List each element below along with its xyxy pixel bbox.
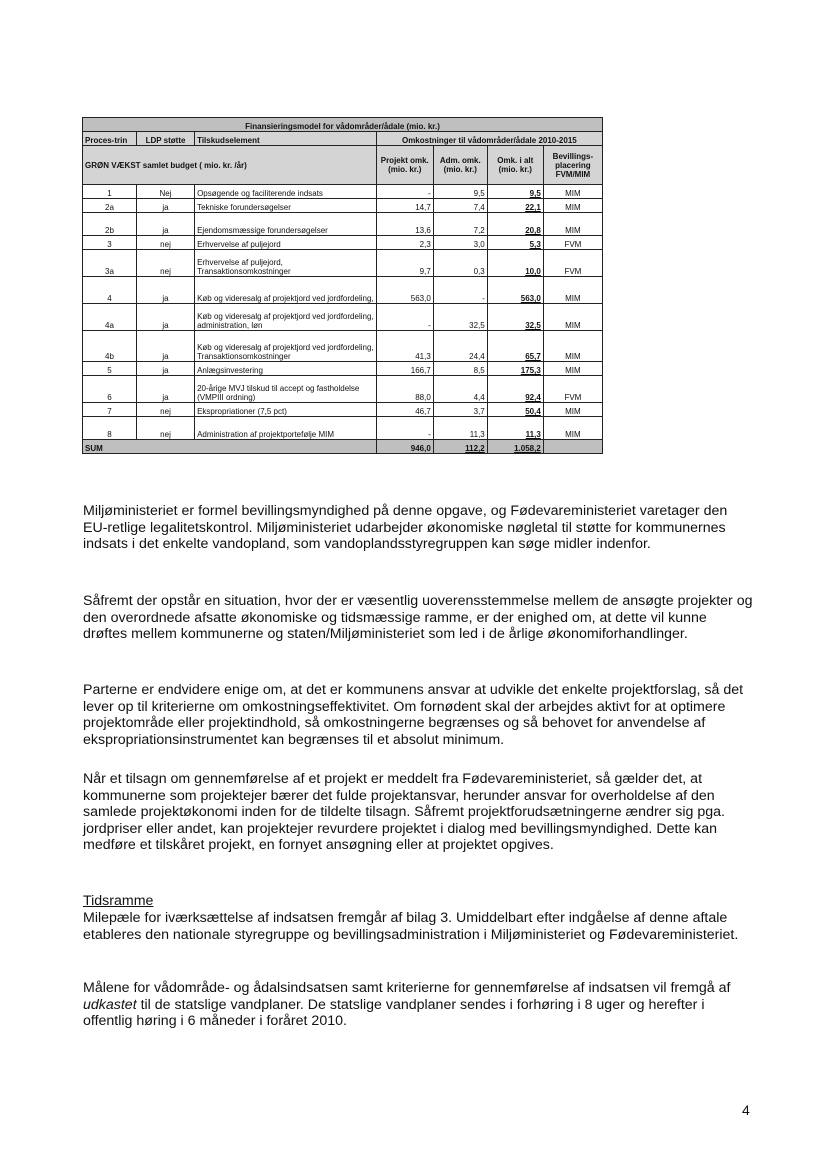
header-adm-omk: Adm. omk. (mio. kr.) bbox=[433, 146, 487, 185]
cell-omk-i-alt: 65,7 bbox=[487, 331, 543, 362]
table-row bbox=[83, 331, 603, 362]
cell-proces-trin: 4 bbox=[83, 277, 137, 304]
cell-bevilling: MIM bbox=[543, 185, 602, 199]
paragraph-6 bbox=[83, 980, 753, 1030]
cell-projekt-omk: 9,7 bbox=[376, 250, 433, 277]
paragraph-6-part-a: Målene for vådområde- og ådalsindsatsen samt kriterierne for gennemførelse af indsatsen vil fremgå af bbox=[83, 980, 731, 996]
cell-element: Erhvervelse af puljejord, Transaktionsomkostninger bbox=[195, 250, 377, 277]
sum-empty-cell bbox=[543, 440, 602, 454]
cell-element: 20-årige MVJ tilskud til accept og fastholdelse (VMPIII ordning) bbox=[195, 376, 377, 403]
table-row bbox=[83, 362, 603, 376]
cell-adm-omk: 7,4 bbox=[433, 199, 487, 213]
cell-bevilling: MIM bbox=[543, 199, 602, 213]
cell-proces-trin: 4a bbox=[83, 304, 137, 331]
cell-projekt-omk: 563,0 bbox=[376, 277, 433, 304]
header-omk-i-alt: Omk. i alt (mio. kr.) bbox=[487, 146, 543, 185]
cell-element: Køb og videresalg af projektjord ved jordfordeling, Transaktionsomkostninger bbox=[195, 331, 377, 362]
cell-projekt-omk: - bbox=[376, 417, 433, 440]
cell-omk-i-alt: 5,3 bbox=[487, 236, 543, 250]
cell-ldp: ja bbox=[136, 304, 194, 331]
sum-omk-i-alt: 1.058,2 bbox=[487, 440, 543, 454]
table-row bbox=[83, 199, 603, 213]
cell-proces-trin: 7 bbox=[83, 403, 137, 417]
cell-omk-i-alt: 9,5 bbox=[487, 185, 543, 199]
cell-element: Køb og videresalg af projektjord ved jordfordeling, administration, løn bbox=[195, 304, 377, 331]
cell-proces-trin: 6 bbox=[83, 376, 137, 403]
cell-ldp: ja bbox=[136, 277, 194, 304]
cell-proces-trin: 3a bbox=[83, 250, 137, 277]
cell-element: Erhvervelse af puljejord bbox=[195, 236, 377, 250]
table-row bbox=[83, 403, 603, 417]
cell-projekt-omk: - bbox=[376, 185, 433, 199]
table-row bbox=[83, 250, 603, 277]
cell-element: Administration af projektportefølje MIM bbox=[195, 417, 377, 440]
header-projekt-omk: Projekt omk. (mio. kr.) bbox=[376, 146, 433, 185]
paragraph-1: Miljøministeriet er formel bevillingsmyndighed på denne opgave, og Fødevareministeriet varetager den EU-retlige legalitetskontrol. Miljøministeriet udarbejder økonomiske nøgletal til støtte for kommunernes indsats i det enkelte vandopland, som vandoplandsstyregruppen kan søge midler indenfor. bbox=[83, 503, 728, 553]
cell-omk-i-alt: 175,3 bbox=[487, 362, 543, 376]
cell-ldp: ja bbox=[136, 199, 194, 213]
table-row bbox=[83, 213, 603, 236]
budget-label: GRØN VÆKST samlet budget ( mio. kr. /år) bbox=[83, 146, 377, 185]
cell-element: Køb og videresalg af projektjord ved jordfordeling, bbox=[195, 277, 377, 304]
cell-projekt-omk: 13,6 bbox=[376, 213, 433, 236]
cell-projekt-omk: 2,3 bbox=[376, 236, 433, 250]
table-row bbox=[83, 236, 603, 250]
cell-omk-i-alt: 22,1 bbox=[487, 199, 543, 213]
cell-projekt-omk: 41,3 bbox=[376, 331, 433, 362]
cell-projekt-omk: 166,7 bbox=[376, 362, 433, 376]
cell-element: Tekniske forundersøgelser bbox=[195, 199, 377, 213]
cell-bevilling: MIM bbox=[543, 417, 602, 440]
sum-projekt-omk: 946,0 bbox=[376, 440, 433, 454]
cell-proces-trin: 4b bbox=[83, 331, 137, 362]
table-row bbox=[83, 376, 603, 403]
header-omkostninger: Omkostninger til vådområder/ådale 2010-2015 bbox=[376, 132, 602, 146]
paragraph-6-part-b: til de statslige vandplaner. De statslige vandplaner sendes i forhøring i 8 uger og herefter i offentlig høring i 6 måneder i foråret 2010. bbox=[83, 996, 705, 1030]
sum-label: SUM bbox=[83, 440, 377, 454]
cell-bevilling: MIM bbox=[543, 362, 602, 376]
cell-adm-omk: 7,2 bbox=[433, 213, 487, 236]
cell-adm-omk: 3,7 bbox=[433, 403, 487, 417]
cell-element: Opsøgende og faciliterende indsats bbox=[195, 185, 377, 199]
header-ldp-stotte: LDP støtte bbox=[136, 132, 194, 146]
cell-bevilling: FVM bbox=[543, 376, 602, 403]
cell-projekt-omk: - bbox=[376, 304, 433, 331]
cell-adm-omk: - bbox=[433, 277, 487, 304]
table-row bbox=[83, 417, 603, 440]
financing-table bbox=[82, 117, 603, 454]
financing-table-container bbox=[82, 117, 603, 454]
header-proces-trin: Proces-trin bbox=[83, 132, 137, 146]
cell-omk-i-alt: 50,4 bbox=[487, 403, 543, 417]
cell-proces-trin: 8 bbox=[83, 417, 137, 440]
cell-proces-trin: 2b bbox=[83, 213, 137, 236]
cell-omk-i-alt: 563,0 bbox=[487, 277, 543, 304]
cell-adm-omk: 24,4 bbox=[433, 331, 487, 362]
cell-proces-trin: 1 bbox=[83, 185, 137, 199]
header-bevillingsplacering: Bevillings-placering FVM/MIM bbox=[543, 146, 602, 185]
cell-ldp: ja bbox=[136, 213, 194, 236]
cell-ldp: ja bbox=[136, 376, 194, 403]
cell-adm-omk: 32,5 bbox=[433, 304, 487, 331]
cell-ldp: nej bbox=[136, 417, 194, 440]
cell-ldp: nej bbox=[136, 236, 194, 250]
table-title: Finansieringsmodel for vådområder/ådale (mio. kr.) bbox=[83, 118, 603, 132]
cell-element: Anlægsinvestering bbox=[195, 362, 377, 376]
cell-ldp: nej bbox=[136, 250, 194, 277]
cell-bevilling: MIM bbox=[543, 331, 602, 362]
cell-bevilling: FVM bbox=[543, 250, 602, 277]
cell-omk-i-alt: 32,5 bbox=[487, 304, 543, 331]
section-heading-tidsramme: Tidsramme bbox=[83, 893, 154, 909]
cell-proces-trin: 2a bbox=[83, 199, 137, 213]
cell-omk-i-alt: 92,4 bbox=[487, 376, 543, 403]
cell-element: Ekspropriationer (7,5 pct) bbox=[195, 403, 377, 417]
cell-ldp: Nej bbox=[136, 185, 194, 199]
cell-adm-omk: 9,5 bbox=[433, 185, 487, 199]
page-number: 4 bbox=[742, 1102, 750, 1118]
cell-bevilling: MIM bbox=[543, 403, 602, 417]
paragraph-2: Såfremt der opstår en situation, hvor der er væsentlig uoverensstemmelse mellem de ansøgte projekter og den overordnede afsatte økonomiske og tidsmæssige ramme, er der enighed om, at dette vil kunne drøftes mellem kommunerne og staten/Miljøministeriet som led i de årlige økonomiforhandlinger. bbox=[83, 593, 753, 643]
cell-omk-i-alt: 11,3 bbox=[487, 417, 543, 440]
paragraph-6-emphasis: udkastet bbox=[83, 996, 137, 1013]
cell-adm-omk: 3,0 bbox=[433, 236, 487, 250]
cell-ldp: ja bbox=[136, 362, 194, 376]
cell-bevilling: FVM bbox=[543, 236, 602, 250]
cell-bevilling: MIM bbox=[543, 277, 602, 304]
cell-adm-omk: 4,4 bbox=[433, 376, 487, 403]
cell-adm-omk: 8,5 bbox=[433, 362, 487, 376]
cell-projekt-omk: 46,7 bbox=[376, 403, 433, 417]
cell-proces-trin: 3 bbox=[83, 236, 137, 250]
paragraph-5: Milepæle for iværksættelse af indsatsen fremgår af bilag 3. Umiddelbart efter indgåelse af denne aftale etableres den nationale styregruppe og bevillingsadministration i Miljøministeriet og Fødevareministeriet. bbox=[83, 910, 739, 943]
paragraph-4: Når et tilsagn om gennemførelse af et projekt er meddelt fra Fødevareministeriet, så gælder det, at kommunerne som projektejer bærer det fulde projektansvar, herunder ansvar for overholdelse af den samlede projektøkonomi inden for de tildelte tilsagn. Såfremt projektforudsætningerne ændrer sig pga. jordpriser eller andet, kan projektejer revurdere projektet i dialog med bevillingsmyndighed. Dette kan medføre et tilskåret projekt, en fornyet ansøgning eller at projektet opgives. bbox=[83, 771, 725, 854]
cell-ldp: nej bbox=[136, 403, 194, 417]
cell-omk-i-alt: 10,0 bbox=[487, 250, 543, 277]
table-row bbox=[83, 304, 603, 331]
cell-adm-omk: 0,3 bbox=[433, 250, 487, 277]
table-row bbox=[83, 185, 603, 199]
cell-projekt-omk: 14,7 bbox=[376, 199, 433, 213]
cell-bevilling: MIM bbox=[543, 213, 602, 236]
sum-adm-omk: 112,2 bbox=[433, 440, 487, 454]
cell-element: Ejendomsmæssige forundersøgelser bbox=[195, 213, 377, 236]
table-row bbox=[83, 277, 603, 304]
cell-bevilling: MIM bbox=[543, 304, 602, 331]
cell-ldp: ja bbox=[136, 331, 194, 362]
header-tilskudselement: Tilskudselement bbox=[195, 132, 377, 146]
cell-omk-i-alt: 20,8 bbox=[487, 213, 543, 236]
cell-adm-omk: 11,3 bbox=[433, 417, 487, 440]
cell-proces-trin: 5 bbox=[83, 362, 137, 376]
sum-row bbox=[83, 440, 603, 454]
cell-projekt-omk: 88,0 bbox=[376, 376, 433, 403]
paragraph-3: Parterne er endvidere enige om, at det er kommunens ansvar at udvikle det enkelte projektforslag, så det lever op til kriterierne om omkostningseffektivitet. Om fornødent skal der arbejdes aktivt for at optimere projektområde eller projektindhold, så omkostningerne begrænses og så behovet for anvendelse af ekspropriationsinstrumentet kan begrænses til et absolut minimum. bbox=[83, 682, 744, 748]
